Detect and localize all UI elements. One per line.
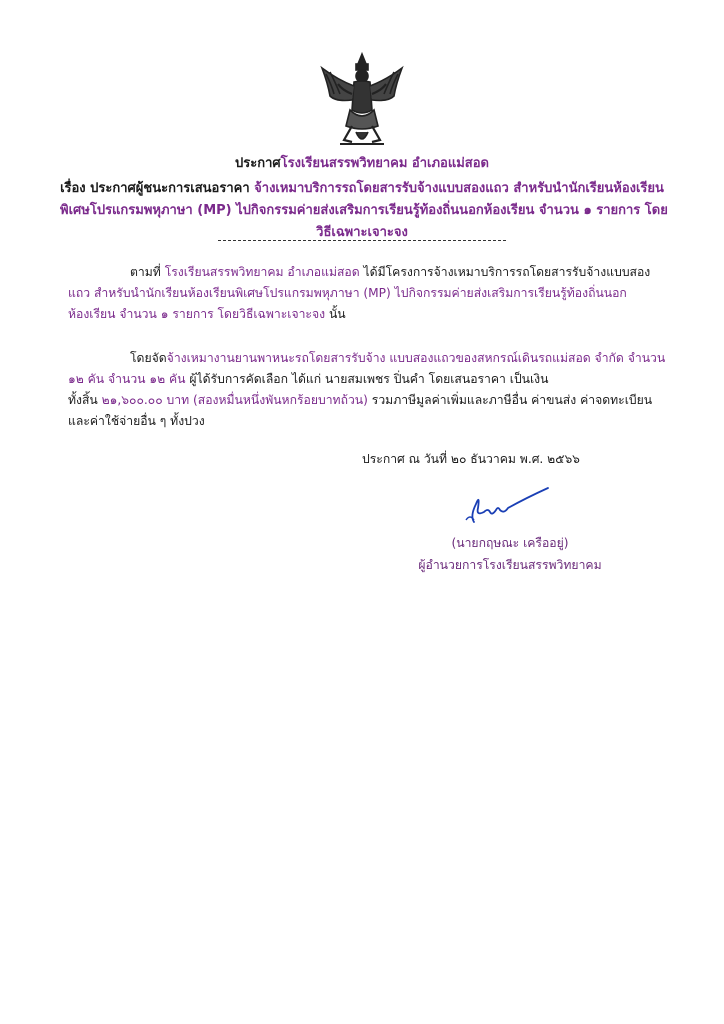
subject-line-2: พิเศษโปรแกรมพหุภาษา (MP) ไปกิจกรรมค่ายส่งเสริมการเรียนรู้ท้องถิ่นนอกห้องเรียน จำนวน ๑ รายการ โดย — [60, 203, 668, 218]
paragraph-2-line-1 — [68, 348, 666, 369]
text-highlight: จ้างเหมางานยานพาหนะรถโดยสารรับจ้าง แบบสองแถวของสหกรณ์เดินรถแม่สอด จำกัด จำนวน — [166, 351, 666, 365]
paragraph-2-line-3 — [68, 390, 660, 411]
text-rest: รวมภาษีมูลค่าเพิ่มและภาษีอื่น ค่าขนส่ง ค่าจดทะเบียน — [367, 393, 653, 407]
subject-label: เรื่อง ประกาศผู้ชนะการเสนอราคา — [60, 181, 255, 196]
paragraph-2-line-4 — [68, 411, 660, 432]
subject-line-1 — [60, 178, 664, 200]
announcement-date: ประกาศ ณ วันที่ ๒๐ ธันวาคม พ.ศ. ๒๕๖๖ — [362, 452, 580, 466]
announcement-prefix: ประกาศ — [235, 156, 281, 171]
text-highlight: ห้องเรียน จำนวน ๑ รายการ โดยวิธีเฉพาะเจาะจง — [68, 307, 326, 321]
text-plain: และค่าใช้จ่ายอื่น ๆ ทั้งปวง — [68, 414, 205, 428]
text-plain: โดยจัด — [130, 351, 167, 365]
text-rest: นั้น — [325, 307, 346, 321]
subject-text: จ้างเหมาบริการรถโดยสารรับจ้างแบบสองแถว สำหรับนำนักเรียนห้องเรียน — [254, 181, 664, 196]
garuda-emblem-icon — [312, 50, 412, 150]
divider — [218, 240, 506, 241]
paragraph-1-line-3 — [68, 304, 660, 325]
paragraph-1-line-1 — [68, 262, 660, 283]
signer-title: ผู้อำนวยการโรงเรียนสรรพวิทยาคม — [418, 558, 602, 572]
subject-block — [60, 178, 668, 244]
text-plain: ทั้งสิ้น — [68, 393, 102, 407]
school-name: โรงเรียนสรรพวิทยาคม อำเภอแม่สอด — [280, 156, 489, 171]
signature-icon — [456, 486, 556, 526]
announcement-title — [60, 154, 664, 174]
text-rest: ผู้ได้รับการคัดเลือก ได้แก่ นายสมเพชร ปิ่นคำ โดยเสนอราคา เป็นเงิน — [185, 372, 549, 386]
paragraph-1 — [68, 262, 660, 325]
text-highlight: โรงเรียนสรรพวิทยาคม อำเภอแม่สอด — [164, 265, 360, 279]
paragraph-2 — [68, 348, 666, 432]
paragraph-1-line-2 — [68, 283, 660, 304]
text-highlight: แถว สำหรับนำนักเรียนห้องเรียนพิเศษโปรแกรมพหุภาษา (MP) ไปกิจกรรมค่ายส่งเสริมการเรียนรู้ท้องถิ่นนอก — [68, 286, 627, 300]
text-plain: ตามที่ — [130, 265, 165, 279]
subject-line-3: วิธีเฉพาะเจาะจง — [316, 225, 408, 240]
text-highlight: ๒๑,๖๐๐.๐๐ บาท (สองหมื่นหนึ่งพันหกร้อยบาทถ้วน) — [101, 393, 368, 407]
paragraph-2-line-2 — [68, 369, 660, 390]
text-highlight: ๑๒ คัน จำนวน ๑๒ คัน — [68, 372, 186, 386]
signer-name: (นายกฤษณะ เครืออยู่) — [451, 536, 569, 550]
text-rest: ได้มีโครงการจ้างเหมาบริการรถโดยสารรับจ้างแบบสอง — [359, 265, 651, 279]
